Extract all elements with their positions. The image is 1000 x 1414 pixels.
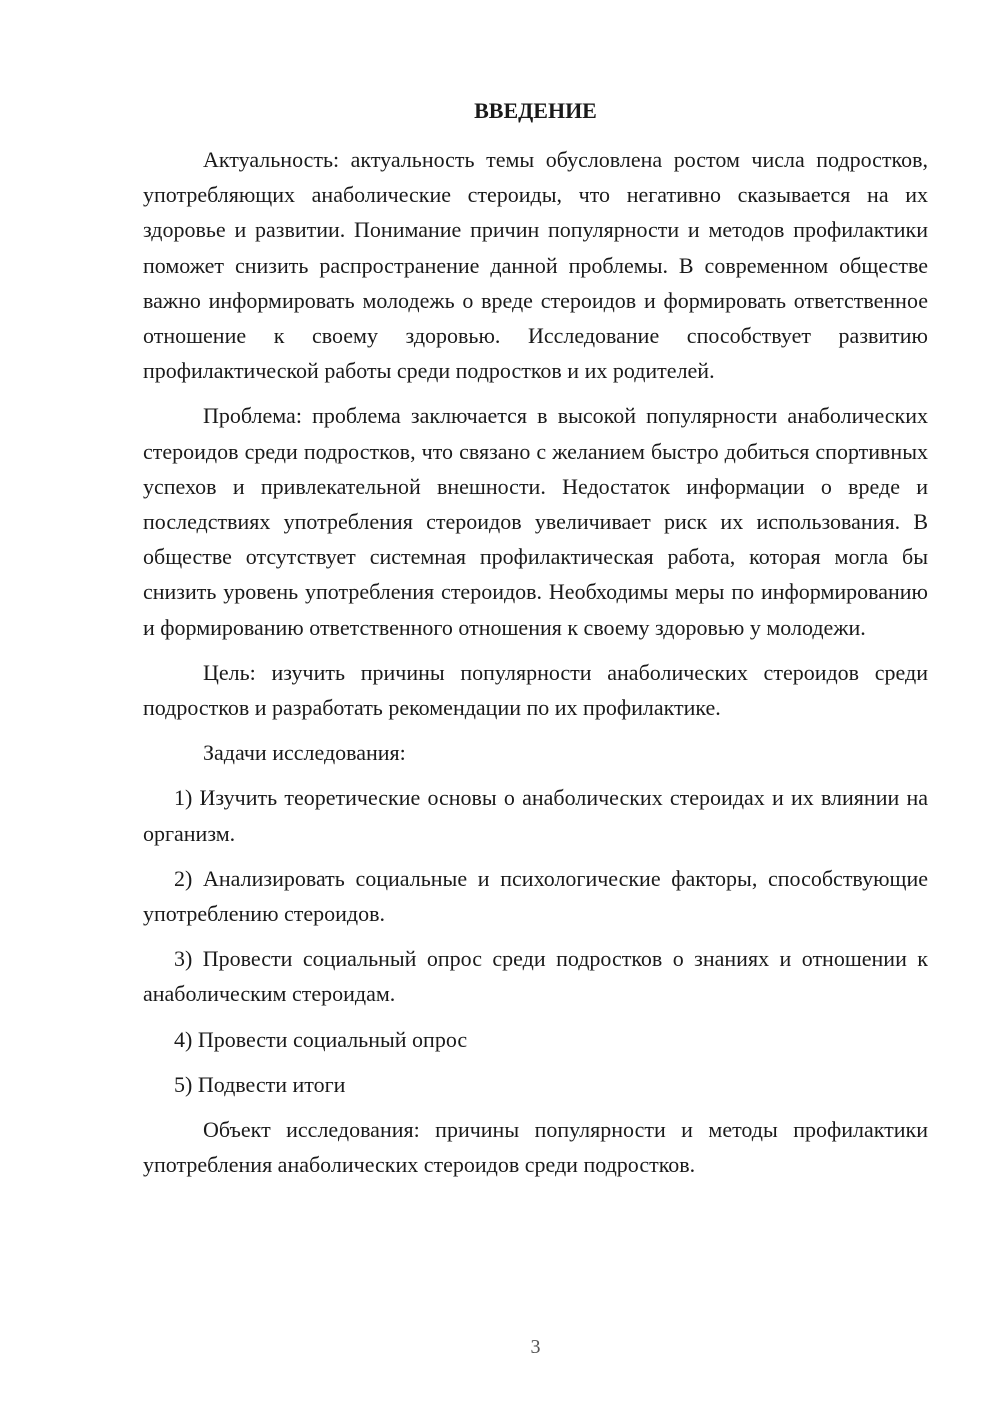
paragraph-object: Объект исследования: причины популярности и методы профилактики употребления анаболических стероидов среди подростков. [143,1117,928,1178]
task-item-1: 1) Изучить теоретические основы о анаболических стероидах и их влиянии на организм. [143,785,928,846]
task-item-5: 5) Подвести итоги [174,1071,346,1097]
section-title: ВВЕДЕНИЕ [474,98,597,123]
paragraph-tasks-heading: Задачи исследования: [203,740,406,766]
document-body [143,142,928,1182]
page-number: 3 [530,1336,541,1358]
paragraph-goal: Цель: изучить причины популярности анаболических стероидов среди подростков и разработать рекомендации по их профилактике. [143,659,928,721]
task-item-2: 2) Анализировать социальные и психологические факторы, способствующие употреблению стероидов. [143,865,928,927]
task-item-3: 3) Провести социальный опрос среди подростков о знаниях и отношении к анаболическим стероидам. [143,946,928,1007]
paragraph-relevance: Актуальность: актуальность темы обусловлена ростом числа подростков, употребляющих анаболические стероиды, что негативно сказывается на их здоровье и развитии. Понимание причин популярности и методов профилактики поможет снизить распространение данной проблемы. В современном обществе важно информировать молодежь о вреде стероидов и формировать ответственное отношение к своему здоровью. Исследование способствует развитию профилактической работы среди подростков и их родителей. [143,147,928,384]
paragraph-problem: Проблема: проблема заключается в высокой популярности анаболических стероидов среди подростков, что связано с желанием быстро добиться спортивных успехов и привлекательной внешности. Недостаток информации о вреде и последствиях употребления стероидов увеличивает риск их использования. В обществе отсутствует системная профилактическая работа, которая могла бы снизить уровень употребления стероидов. Необходимы меры по информированию и формированию ответственного отношения к своему здоровью у молодежи. [143,403,928,640]
task-item-4: 4) Провести социальный опрос [174,1026,468,1052]
